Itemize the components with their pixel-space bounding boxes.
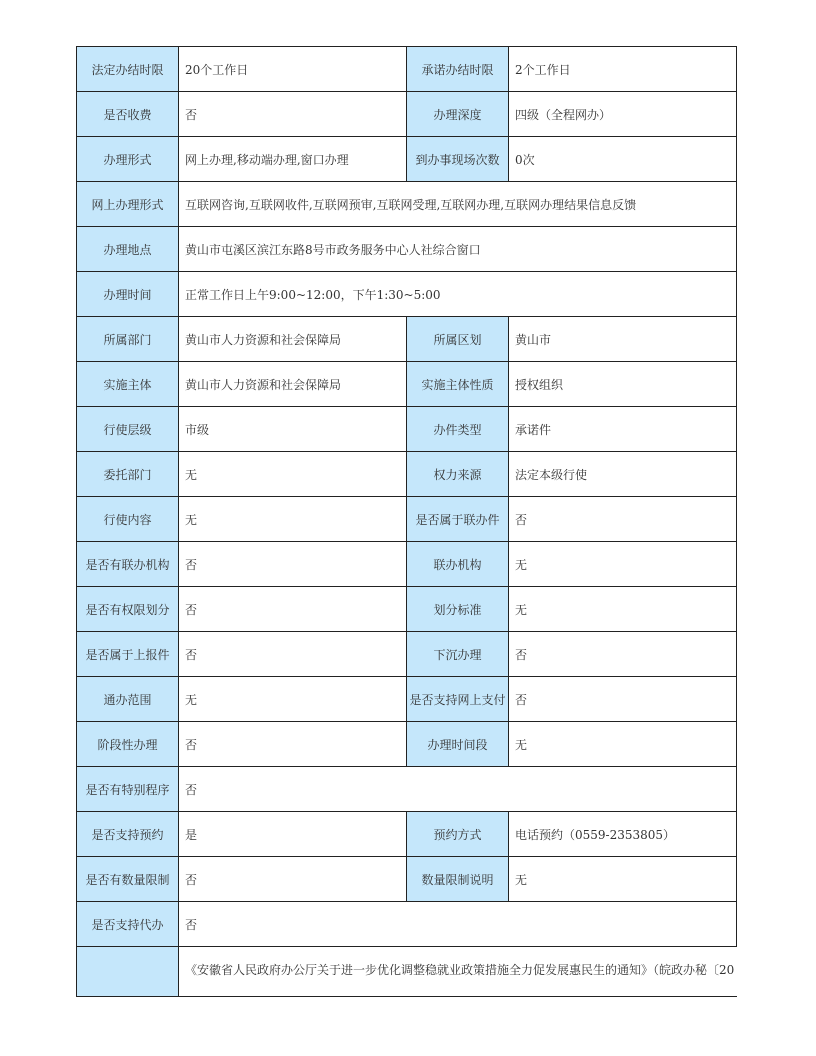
table-row [77,137,737,182]
table-row [77,227,737,272]
row-value: 法定本级行使 [509,452,737,497]
row-label: 是否支持代办 [77,902,179,947]
row-value: 无 [179,497,407,542]
row-label: 是否有数量限制 [77,857,179,902]
row-label: 下沉办理 [407,632,509,677]
row-value: 无 [509,587,737,632]
row-label: 到办事现场次数 [407,137,509,182]
row-label: 所属部门 [77,317,179,362]
row-value: 网上办理,移动端办理,窗口办理 [179,137,407,182]
table-row [77,272,737,317]
row-label: 阶段性办理 [77,722,179,767]
service-info-sheet [76,46,736,997]
row-value: 20个工作日 [179,47,407,92]
policy-basis-text: 《安徽省人民政府办公厅关于进一步优化调整稳就业政策措施全力促发展惠民生的通知》（皖政办秘〔20 [179,947,737,997]
row-value: 承诺件 [509,407,737,452]
row-value: 正常工作日上午9:00~12:00，下午1:30~5:00 [179,272,737,317]
row-label: 通办范围 [77,677,179,722]
row-value: 电话预约（0559-2353805） [509,812,737,857]
row-label: 数量限制说明 [407,857,509,902]
table-row [77,407,737,452]
table-row [77,362,737,407]
row-value: 否 [179,722,407,767]
row-label: 网上办理形式 [77,182,179,227]
row-value: 否 [179,92,407,137]
row-label: 是否属于联办件 [407,497,509,542]
row-value: 0次 [509,137,737,182]
table-row [77,947,737,997]
table-row [77,452,737,497]
row-label: 办理形式 [77,137,179,182]
row-value: 否 [179,632,407,677]
table-row [77,497,737,542]
table-row [77,677,737,722]
row-value: 否 [509,497,737,542]
row-value: 黄山市人力资源和社会保障局 [179,317,407,362]
row-label: 是否支持预约 [77,812,179,857]
row-label: 是否属于上报件 [77,632,179,677]
row-label: 实施主体 [77,362,179,407]
row-value: 否 [179,542,407,587]
table-row [77,182,737,227]
row-value: 否 [179,857,407,902]
row-label: 预约方式 [407,812,509,857]
row-label: 行使层级 [77,407,179,452]
row-label: 联办机构 [407,542,509,587]
row-label: 办理时间段 [407,722,509,767]
row-label: 办理时间 [77,272,179,317]
row-value: 无 [509,722,737,767]
row-label [77,947,179,997]
row-value: 否 [509,677,737,722]
table-row [77,902,737,947]
row-label: 划分标准 [407,587,509,632]
table-row [77,767,737,812]
table-row [77,317,737,362]
row-value: 无 [179,677,407,722]
table-row [77,857,737,902]
row-value: 黄山市屯溪区滨江东路8号市政务服务中心人社综合窗口 [179,227,737,272]
table-row [77,632,737,677]
table-row [77,47,737,92]
row-value: 无 [509,542,737,587]
row-value: 否 [179,767,737,812]
service-info-table [76,46,737,997]
row-label: 权力来源 [407,452,509,497]
row-value: 否 [179,902,737,947]
row-value: 四级（全程网办） [509,92,737,137]
row-value: 2个工作日 [509,47,737,92]
table-row [77,92,737,137]
row-value: 无 [509,857,737,902]
row-label: 办理地点 [77,227,179,272]
row-label: 是否有权限划分 [77,587,179,632]
row-label: 办理深度 [407,92,509,137]
row-value: 黄山市人力资源和社会保障局 [179,362,407,407]
row-label: 委托部门 [77,452,179,497]
row-label: 实施主体性质 [407,362,509,407]
row-label: 是否支持网上支付 [407,677,509,722]
row-label: 承诺办结时限 [407,47,509,92]
row-label: 行使内容 [77,497,179,542]
table-row [77,812,737,857]
row-value: 黄山市 [509,317,737,362]
row-value: 市级 [179,407,407,452]
row-label: 是否收费 [77,92,179,137]
table-row [77,587,737,632]
row-value: 否 [179,587,407,632]
table-row [77,542,737,587]
row-label: 法定办结时限 [77,47,179,92]
row-label: 是否有特别程序 [77,767,179,812]
row-value: 授权组织 [509,362,737,407]
row-value: 无 [179,452,407,497]
row-label: 是否有联办机构 [77,542,179,587]
table-row [77,722,737,767]
row-value: 否 [509,632,737,677]
row-label: 办件类型 [407,407,509,452]
row-label: 所属区划 [407,317,509,362]
row-value: 互联网咨询,互联网收件,互联网预审,互联网受理,互联网办理,互联网办理结果信息反馈 [179,182,737,227]
row-value: 是 [179,812,407,857]
